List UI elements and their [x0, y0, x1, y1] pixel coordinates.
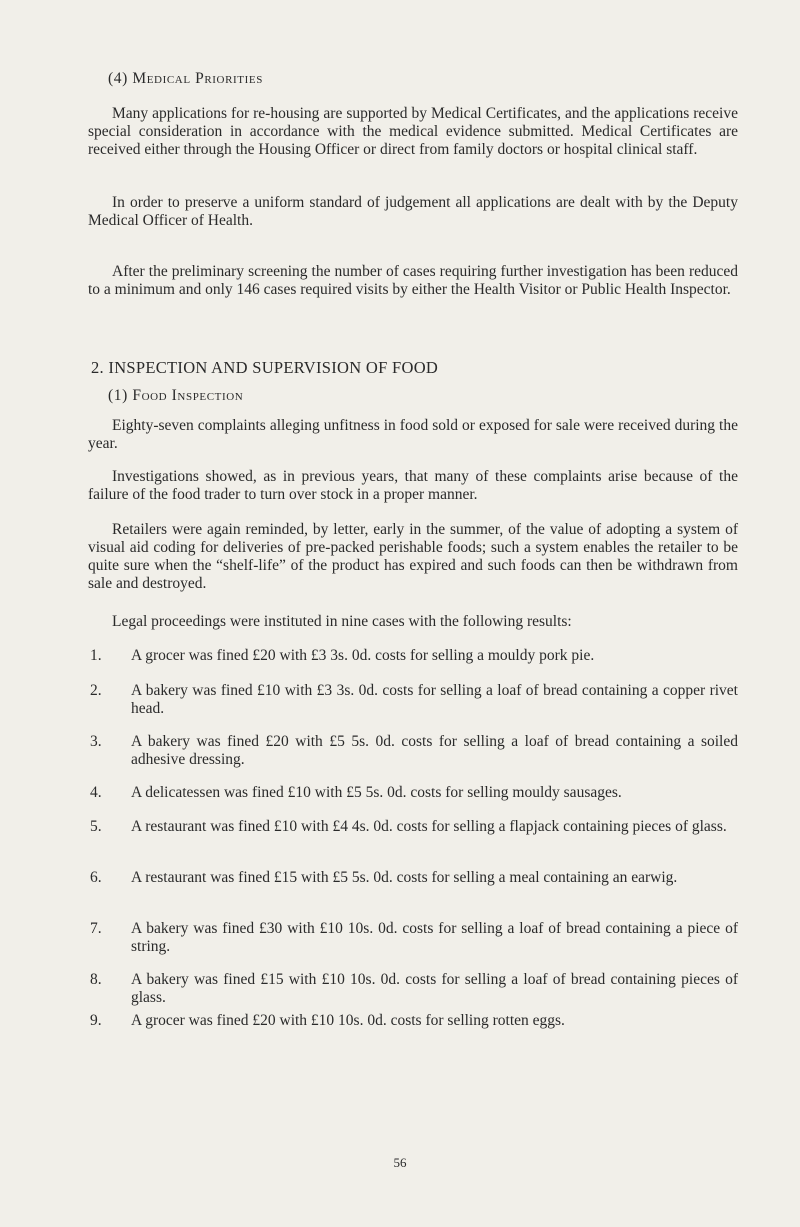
list-item-number: 3.	[90, 733, 102, 750]
section-heading-food: 2. INSPECTION AND SUPERVISION OF FOOD	[91, 358, 439, 377]
list-item-number: 2.	[90, 682, 102, 699]
list-item	[90, 869, 738, 887]
list-item-number: 8.	[90, 971, 102, 988]
list-item-text: A grocer was fined £20 with £10 10s. 0d. costs for selling rotten eggs.	[131, 1012, 565, 1029]
list-item	[90, 920, 738, 956]
list-item	[90, 733, 738, 769]
list-item-text: A bakery was fined £15 with £10 10s. 0d. costs for selling a loaf of bread containing pieces of glass.	[131, 971, 738, 1006]
list-item-number: 9.	[90, 1012, 102, 1029]
list-item-number: 7.	[90, 920, 102, 937]
page-number: 56	[393, 1155, 407, 1170]
list-item-text: A grocer was fined £20 with £3 3s. 0d. costs for selling a mouldy pork pie.	[131, 647, 595, 664]
medical-paragraph-2: In order to preserve a uniform standard of judgement all applications are dealt with by the Deputy Medical Officer of Health.	[88, 194, 738, 229]
list-item-number: 4.	[90, 784, 102, 801]
food-paragraph-1: Eighty-seven complaints alleging unfitness in food sold or exposed for sale were received during the year.	[88, 417, 738, 452]
list-item-text: A restaurant was fined £15 with £5 5s. 0d. costs for selling a meal containing an earwig.	[131, 869, 678, 886]
food-paragraph-4: Legal proceedings were instituted in nine cases with the following results:	[112, 613, 572, 630]
list-item-text: A delicatessen was fined £10 with £5 5s. 0d. costs for selling mouldy sausages.	[131, 784, 622, 801]
medical-paragraph-3: After the preliminary screening the number of cases requiring further investigation has been reduced to a minimum and only 146 cases required visits by either the Health Visitor or Public Health Inspector.	[88, 263, 738, 298]
list-item	[90, 971, 738, 1007]
list-item	[90, 818, 738, 836]
food-paragraph-3: Retailers were again reminded, by letter, early in the summer, of the value of adopting a system of visual aid coding for deliveries of pre-packed perishable foods; such a system enables the retailer to be quite sure when the “shelf-life” of the product has expired and such foods can then be withdrawn from sale and destroyed.	[88, 521, 738, 592]
list-item	[90, 682, 738, 718]
list-item-number: 1.	[90, 647, 102, 664]
list-item	[90, 1012, 738, 1030]
list-item-text: A restaurant was fined £10 with £4 4s. 0d. costs for selling a flapjack containing pieces of glass.	[131, 818, 727, 835]
medical-paragraph-1: Many applications for re-housing are supported by Medical Certificates, and the applications receive special consideration in accordance with the medical evidence submitted. Medical Certificates are received either through the Housing Officer or direct from family doctors or hospital clinical staff.	[88, 105, 738, 158]
list-item-number: 6.	[90, 869, 102, 886]
list-item	[90, 647, 738, 665]
food-paragraph-2: Investigations showed, as in previous years, that many of these complaints arise because of the failure of the food trader to turn over stock in a proper manner.	[88, 468, 738, 503]
list-item	[90, 784, 738, 802]
list-item-number: 5.	[90, 818, 102, 835]
list-item-text: A bakery was fined £10 with £3 3s. 0d. costs for selling a loaf of bread containing a copper rivet head.	[131, 682, 738, 717]
food-inspection-subheading: (1) Food Inspection	[108, 387, 244, 404]
medical-priorities-heading: (4) Medical Priorities	[108, 70, 263, 87]
list-item-text: A bakery was fined £30 with £10 10s. 0d. costs for selling a loaf of bread containing a piece of string.	[131, 920, 738, 955]
list-item-text: A bakery was fined £20 with £5 5s. 0d. costs for selling a loaf of bread containing a soiled adhesive dressing.	[131, 733, 738, 768]
